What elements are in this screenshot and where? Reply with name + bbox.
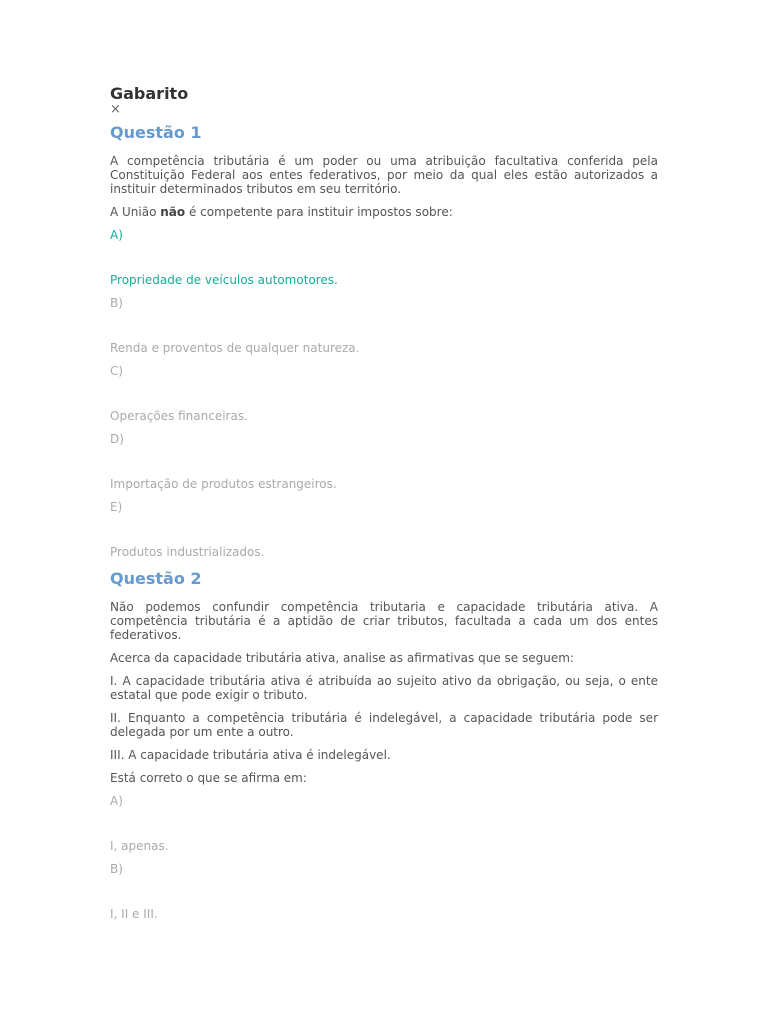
option-text: I, apenas. — [110, 839, 169, 853]
option-letter: B) — [110, 862, 123, 876]
option-a[interactable] — [110, 794, 658, 853]
question-2-prompt: Acerca da capacidade tributária ativa, analise as afirmativas que se seguem: — [110, 651, 574, 665]
option-c[interactable] — [110, 364, 658, 423]
option-e[interactable] — [110, 500, 658, 559]
option-letter: B) — [110, 296, 123, 310]
close-icon[interactable]: × — [110, 102, 121, 117]
prompt-emphasis: não — [160, 205, 186, 219]
question-2-heading: Questão 2 — [110, 569, 202, 588]
question-1-prompt — [110, 205, 658, 219]
option-text: Propriedade de veículos automotores. — [110, 273, 338, 287]
question-2-intro: Não podemos confundir competência tributaria e capacidade tributária ativa. A competência tributária é a aptidão de criar tributos, facultada a cada um dos entes federativos. — [110, 600, 658, 642]
question-1 — [110, 122, 658, 559]
question-1-intro: A competência tributária é um poder ou uma atribuição facultativa conferida pela Constituição Federal aos entes federativos, por meio da qual eles estão autorizados a instituir determinados tributos em seu território. — [110, 154, 658, 196]
prompt-text: A União — [110, 205, 161, 219]
option-text: Renda e proventos de qualquer natureza. — [110, 341, 360, 355]
option-b[interactable] — [110, 862, 658, 921]
option-a[interactable] — [110, 228, 658, 287]
statement-1: I. A capacidade tributária ativa é atribuída ao sujeito ativo da obrigação, ou seja, o ente estatal que pode exigir o tributo. — [110, 674, 658, 702]
option-text: Importação de produtos estrangeiros. — [110, 477, 337, 491]
option-letter: D) — [110, 432, 124, 446]
option-letter: A) — [110, 228, 123, 242]
option-text: Operações financeiras. — [110, 409, 248, 423]
question-1-heading: Questão 1 — [110, 123, 202, 142]
answer-key-document — [110, 84, 658, 930]
option-letter: C) — [110, 364, 124, 378]
page-title: Gabarito — [110, 84, 189, 103]
option-text: Produtos industrializados. — [110, 545, 265, 559]
statement-2: II. Enquanto a competência tributária é indelegável, a capacidade tributária pode ser delegada por um ente a outro. — [110, 711, 658, 739]
question-2 — [110, 568, 658, 921]
prompt-text: é competente para instituir impostos sobre: — [185, 205, 453, 219]
statement-3: III. A capacidade tributária ativa é indelegável. — [110, 748, 391, 762]
option-letter: A) — [110, 794, 123, 808]
option-b[interactable] — [110, 296, 658, 355]
question-2-question: Está correto o que se afirma em: — [110, 771, 307, 785]
option-d[interactable] — [110, 432, 658, 491]
option-text: I, II e III. — [110, 907, 158, 921]
option-letter: E) — [110, 500, 123, 514]
